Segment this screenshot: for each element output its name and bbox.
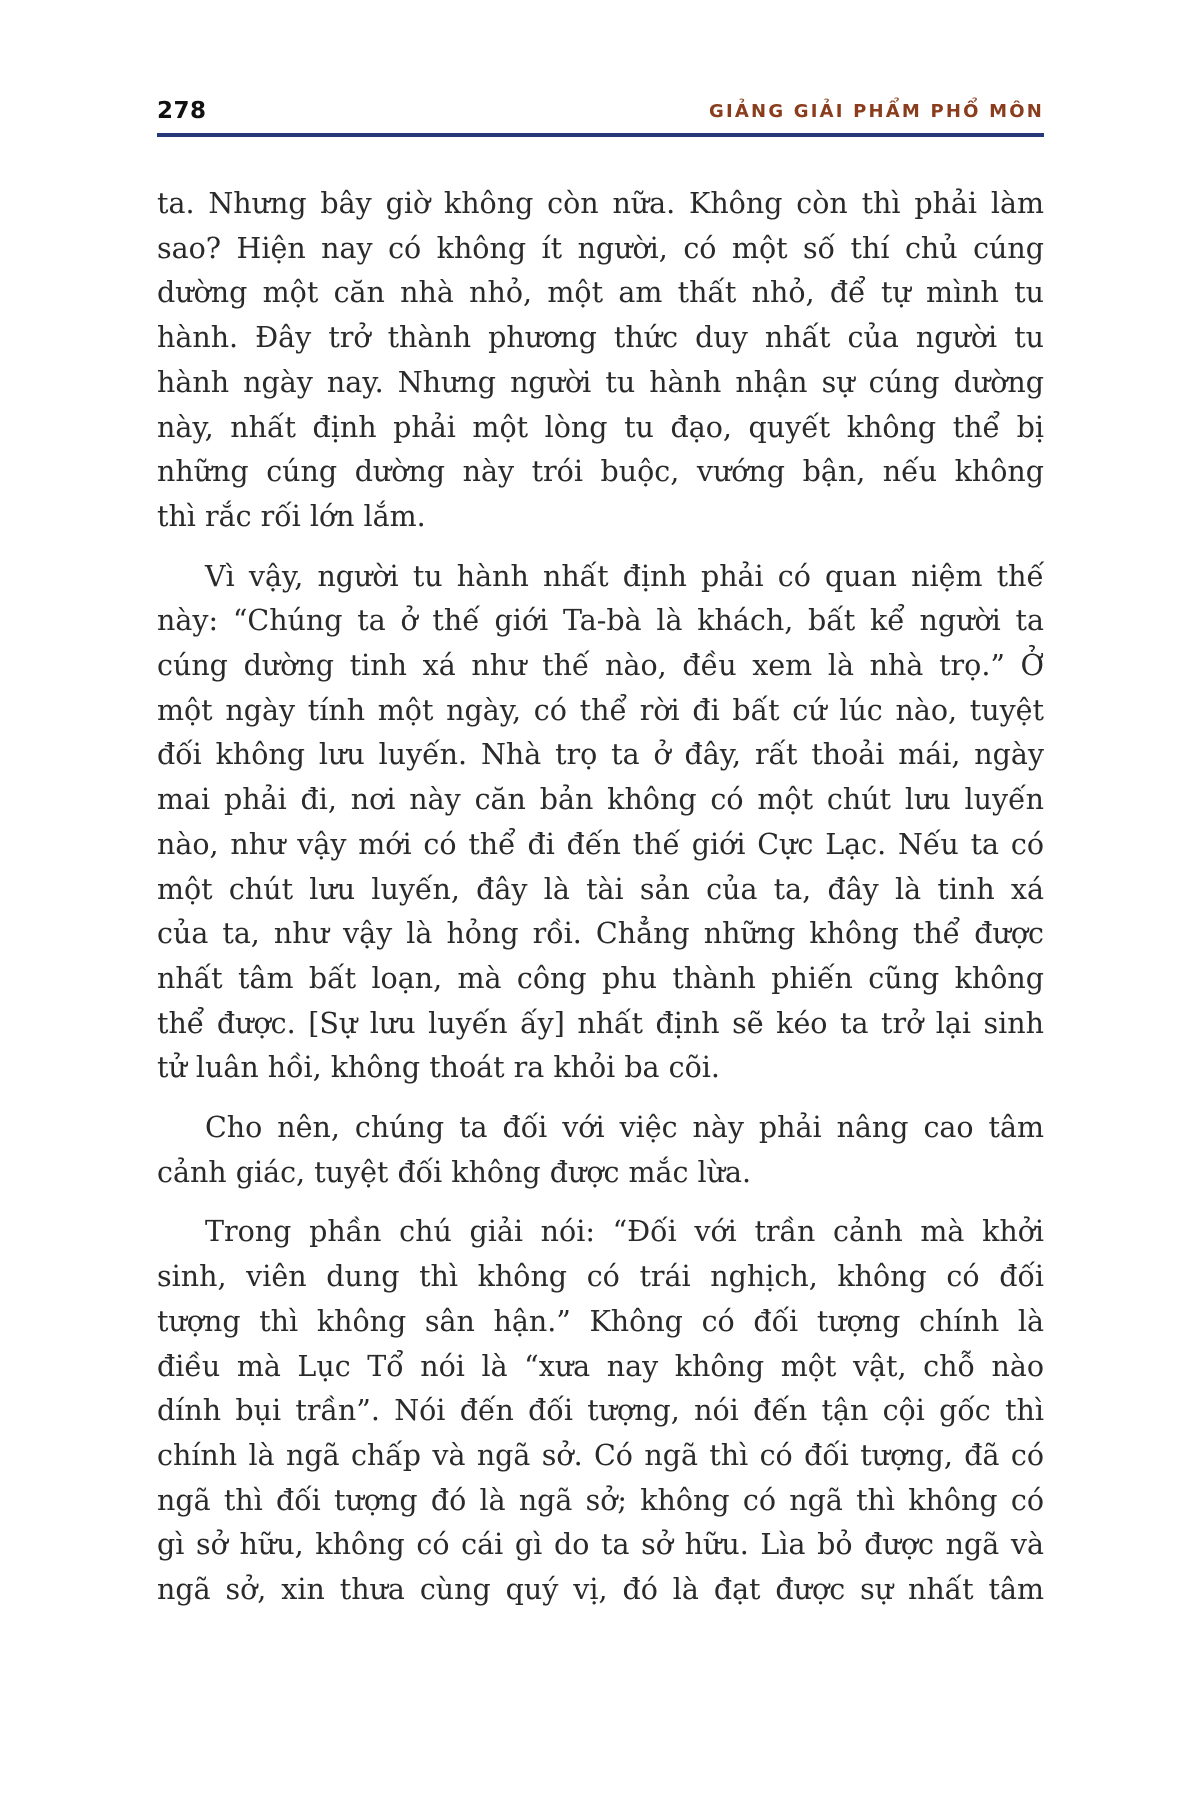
paragraph (157, 555, 1044, 1091)
book-title: GIẢNG GIẢI PHẨM PHỔ MÔN (709, 101, 1044, 122)
text-line: sinh, viên dung thì không có trái nghịch, không có đối (157, 1260, 1044, 1294)
body-text (157, 182, 1044, 1628)
text-line: Trong phần chú giải nói: “Đối với trần cảnh mà khởi (205, 1215, 1044, 1249)
text-line: này: “Chúng ta ở thế giới Ta-bà là khách, bất kể người ta (157, 604, 1044, 638)
text-line: những cúng dường này trói buộc, vướng bận, nếu không (157, 455, 1044, 489)
text-line: dính bụi trần”. Nói đến đối tượng, nói đến tận cội gốc thì (157, 1394, 1044, 1428)
paragraph (157, 182, 1044, 540)
text-line: của ta, như vậy là hỏng rồi. Chẳng những không thể được (157, 917, 1044, 951)
text-line: ngã thì đối tượng đó là ngã sở; không có ngã thì không có (157, 1483, 1044, 1517)
paragraph (157, 1106, 1044, 1195)
paragraph (157, 1210, 1044, 1612)
text-line: nhất tâm bất loạn, mà công phu thành phiến cũng không (157, 961, 1044, 995)
text-line: cúng dường tinh xá như thế nào, đều xem là nhà trọ.” Ở (157, 649, 1044, 683)
text-line: này, nhất định phải một lòng tu đạo, quyết không thể bị (157, 410, 1044, 444)
text-line: dường một căn nhà nhỏ, một am thất nhỏ, để tự mình tu (157, 276, 1044, 310)
text-line: Vì vậy, người tu hành nhất định phải có quan niệm thế (205, 559, 1044, 593)
text-line: Cho nên, chúng ta đối với việc này phải nâng cao tâm (205, 1111, 1044, 1145)
text-line: điều mà Lục Tổ nói là “xưa nay không một vật, chỗ nào (157, 1349, 1044, 1383)
text-line: ta. Nhưng bây giờ không còn nữa. Không còn thì phải làm (157, 187, 1044, 220)
text-line: sao? Hiện nay có không ít người, có một số thí chủ cúng (157, 231, 1044, 265)
text-line: cảnh giác, tuyệt đối không được mắc lừa. (157, 1155, 752, 1189)
text-line: tượng thì không sân hận.” Không có đối tượng chính là (157, 1304, 1044, 1338)
running-header (157, 96, 1044, 126)
text-line: thì rắc rối lớn lắm. (157, 499, 426, 533)
page-number: 278 (157, 98, 207, 124)
text-line: tử luân hồi, không thoát ra khỏi ba cõi. (157, 1051, 720, 1085)
header-rule (157, 133, 1044, 137)
text-line: nào, như vậy mới có thể đi đến thế giới Cực Lạc. Nếu ta có (157, 827, 1044, 861)
text-line: thể được. [Sự lưu luyến ấy] nhất định sẽ kéo ta trở lại sinh (157, 1006, 1044, 1040)
text-line: hành. Đây trở thành phương thức duy nhất của người tu (157, 321, 1044, 355)
text-line: một ngày tính một ngày, có thể rời đi bất cứ lúc nào, tuyệt (157, 693, 1044, 727)
text-line: đối không lưu luyến. Nhà trọ ta ở đây, rất thoải mái, ngày (157, 738, 1044, 772)
text-line: ngã sở, xin thưa cùng quý vị, đó là đạt được sự nhất tâm (157, 1573, 1044, 1607)
text-line: một chút lưu luyến, đây là tài sản của ta, đây là tinh xá (157, 872, 1044, 906)
text-line: gì sở hữu, không có cái gì do ta sở hữu. Lìa bỏ được ngã và (157, 1528, 1044, 1562)
text-line: chính là ngã chấp và ngã sở. Có ngã thì có đối tượng, đã có (157, 1438, 1044, 1472)
text-line: hành ngày nay. Nhưng người tu hành nhận sự cúng dường (157, 365, 1044, 399)
text-line: mai phải đi, nơi này căn bản không có một chút lưu luyến (157, 783, 1044, 817)
